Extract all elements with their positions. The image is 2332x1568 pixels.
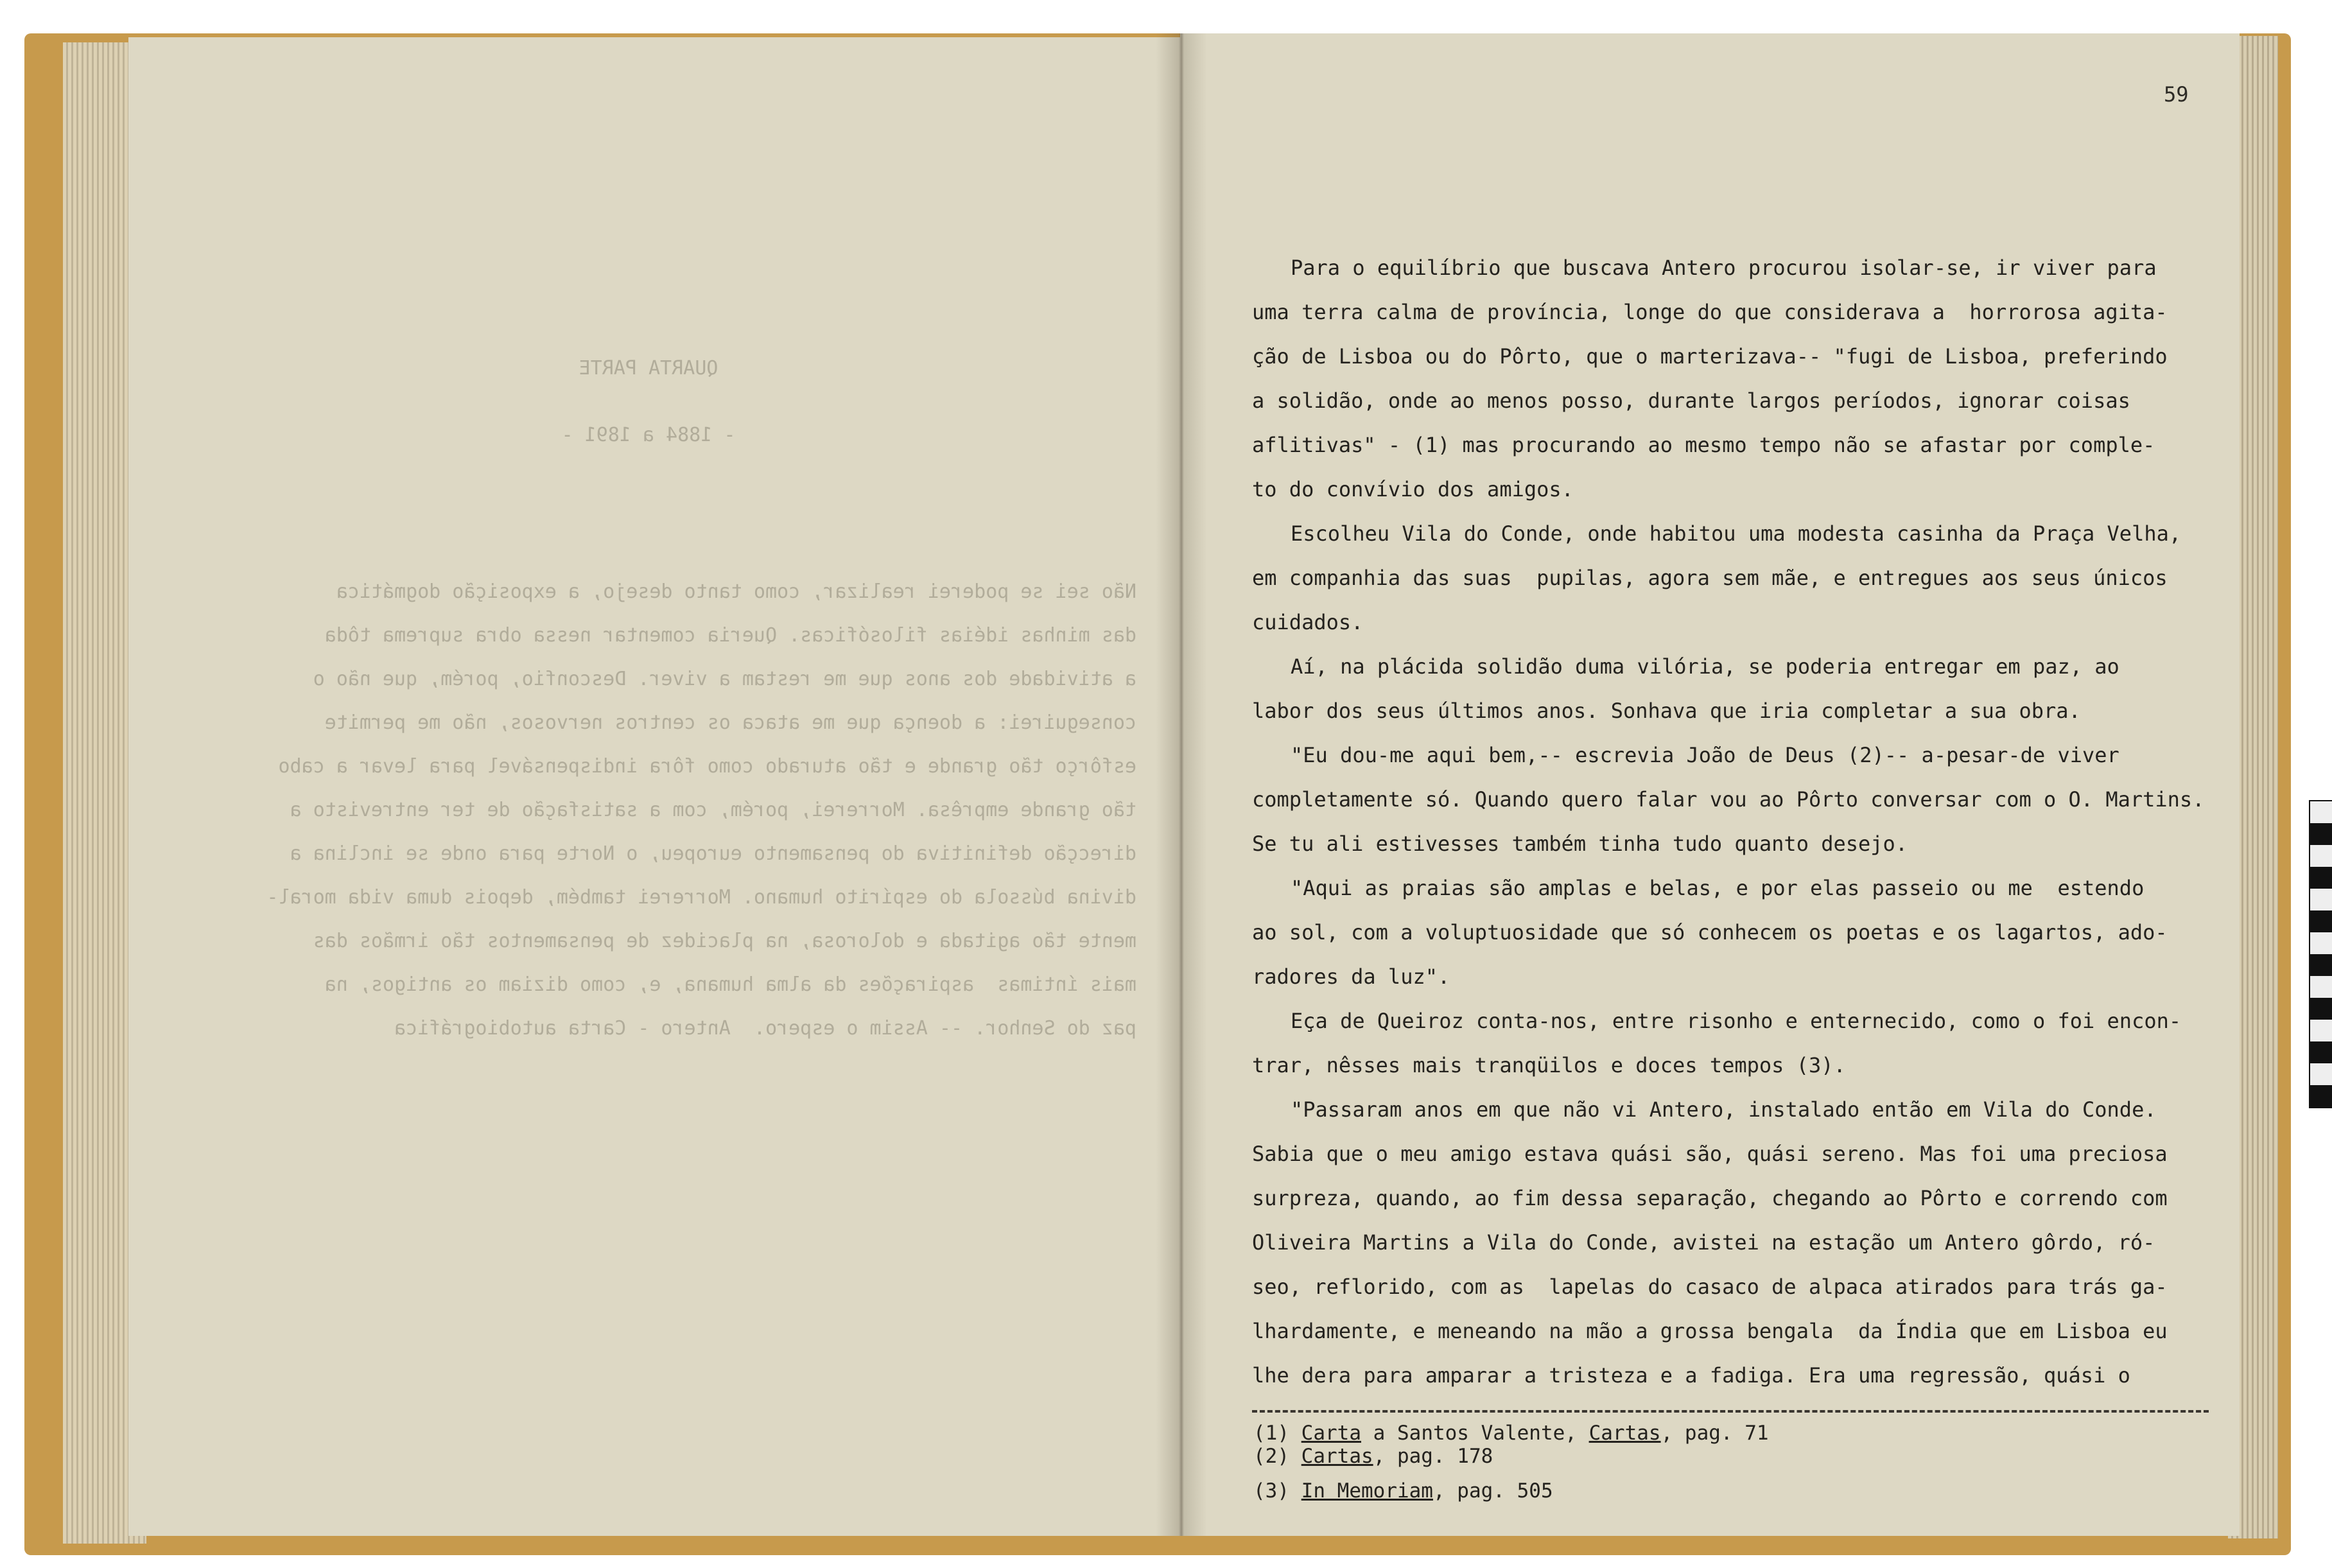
showthrough-line: esfôrço tão grande e tão aturado como fôra indispensável para levar a cabo bbox=[278, 755, 1136, 778]
footnote-title: Cartas bbox=[1588, 1422, 1661, 1445]
showthrough-line: divina bússola do espírito humano. Morrerei também, depois duma vida moral- bbox=[266, 886, 1136, 909]
text-line: Eça de Queiroz conta-nos, entre risonho e enternecido, como o foi encon- bbox=[1291, 1009, 2182, 1033]
footnote-text: , pag. 178 bbox=[1373, 1445, 1493, 1468]
showthrough-line: tão grande emprêsa. Morrerei, porém, com a satisfação de ter entrevisto a bbox=[290, 799, 1136, 821]
text-line: uma terra calma de província, longe do que considerava a horrorosa agita- bbox=[1252, 300, 2168, 324]
footnote-title: In Memoriam bbox=[1301, 1479, 1433, 1503]
footnote-title: Cartas bbox=[1301, 1445, 1373, 1468]
showthrough-line: a atividade dos anos que me restam a viver. Desconfio, porém, que não o bbox=[313, 668, 1136, 690]
text-line: "Aqui as praias são amplas e belas, e por elas passeio ou me estendo bbox=[1291, 876, 2145, 900]
text-line: Oliveira Martins a Vila do Conde, avistei na estação um Antero gôrdo, ró- bbox=[1252, 1230, 2155, 1255]
text-line: labor dos seus últimos anos. Sonhava que iria completar a sua obra. bbox=[1252, 699, 2081, 723]
text-line: to do convívio dos amigos. bbox=[1252, 477, 1574, 501]
text-line: aflitivas" - (1) mas procurando ao mesmo tempo não se afastar por comple- bbox=[1252, 433, 2155, 457]
text-line: trar, nêsses mais tranqüilos e doces tempos (3). bbox=[1252, 1053, 1846, 1077]
text-line: surpreza, quando, ao fim dessa separação, chegando ao Pôrto e correndo com bbox=[1252, 1186, 2168, 1210]
text-line: Se tu ali estivesses também tinha tudo quanto desejo. bbox=[1252, 832, 1908, 856]
showthrough-line: mais íntimas aspirações da alma humana, e, como diziam os antigos, na bbox=[324, 973, 1136, 996]
text-line: completamente só. Quando quero falar vou ao Pôrto conversar com o O. Martins. bbox=[1252, 787, 2205, 812]
scale-ruler bbox=[2309, 800, 2332, 1108]
showthrough-line: direcção definitiva do pensamento europeu, o Norte para onde se inclina a bbox=[290, 842, 1136, 865]
text-line: Aí, na plácida solidão duma vilória, se poderia entregar em paz, ao bbox=[1291, 654, 2119, 679]
footnote-number: (2) bbox=[1253, 1445, 1289, 1468]
showthrough-heading: QUARTA PARTE bbox=[579, 357, 718, 379]
showthrough-line: mente tão agitada e dolorosa, na placidez de pensamentos tão irmãos das bbox=[313, 930, 1136, 952]
footnote-3 bbox=[1253, 1479, 1553, 1503]
footnote-text: a Santos Valente, bbox=[1361, 1422, 1589, 1445]
book-gutter bbox=[1156, 33, 1207, 1536]
text-line: a solidão, onde ao menos posso, durante largos períodos, ignorar coisas bbox=[1252, 388, 2130, 413]
text-line: em companhia das suas pupilas, agora sem mãe, e entregues aos seus únicos bbox=[1252, 566, 2168, 590]
footnote-number: (1) bbox=[1253, 1422, 1289, 1445]
text-line: "Passaram anos em que não vi Antero, instalado então em Vila do Conde. bbox=[1291, 1097, 2157, 1122]
text-line: lhe dera para amparar a tristeza e a fadiga. Era uma regressão, quási o bbox=[1252, 1363, 2130, 1388]
footnote-text: , pag. 505 bbox=[1432, 1479, 1553, 1503]
text-line: Escolheu Vila do Conde, onde habitou uma modesta casinha da Praça Velha, bbox=[1291, 521, 2182, 546]
text-line: cuidados. bbox=[1252, 610, 1364, 634]
showthrough-line: Não sei se poderei realizar, como tanto desejo, a exposição dogmática bbox=[336, 580, 1136, 603]
text-line: ao sol, com a voluptuosidade que só conhecem os poetas e os lagartos, ado- bbox=[1252, 920, 2168, 945]
footnote-text: , pag. 71 bbox=[1660, 1422, 1769, 1445]
text-line: seo, reflorido, com as lapelas do casaco de alpaca atirados para trás ga- bbox=[1252, 1275, 2168, 1299]
showthrough-paragraph bbox=[161, 570, 1136, 1050]
footnote-number: (3) bbox=[1253, 1479, 1289, 1503]
showthrough-dates: - 1884 a 1891 - bbox=[561, 424, 736, 446]
showthrough-line: paz do Senhor. -- Assim o espero. Antero - Carta autobiográfica bbox=[394, 1017, 1136, 1040]
footnote-title: Carta bbox=[1301, 1422, 1361, 1445]
footnote-rule bbox=[1252, 1410, 2209, 1413]
showthrough-line: das minhas idéias filosóficas. Queria comentar nessa obra suprema tôda bbox=[324, 624, 1136, 647]
footnote-2 bbox=[1253, 1445, 1493, 1468]
page-number: 59 bbox=[2164, 82, 2189, 107]
text-line: Para o equilíbrio que buscava Antero procurou isolar-se, ir viver para bbox=[1291, 256, 2157, 280]
footnote-1 bbox=[1253, 1422, 1769, 1445]
showthrough-line: conseguirei: a doença que me ataca os centros nervosos, não me permite bbox=[324, 711, 1136, 734]
text-line: "Eu dou-me aqui bem,-- escrevia João de Deus (2)-- a-pesar-de viver bbox=[1291, 743, 2119, 767]
text-line: Sabia que o meu amigo estava quási são, quási sereno. Mas foi uma preciosa bbox=[1252, 1142, 2168, 1166]
text-line: radores da luz". bbox=[1252, 964, 1450, 989]
text-line: ção de Lisboa ou do Pôrto, que o marterizava-- "fugi de Lisboa, preferindo bbox=[1252, 344, 2168, 369]
text-line: lhardamente, e meneando na mão a grossa bengala da Índia que em Lisboa eu bbox=[1252, 1319, 2168, 1343]
